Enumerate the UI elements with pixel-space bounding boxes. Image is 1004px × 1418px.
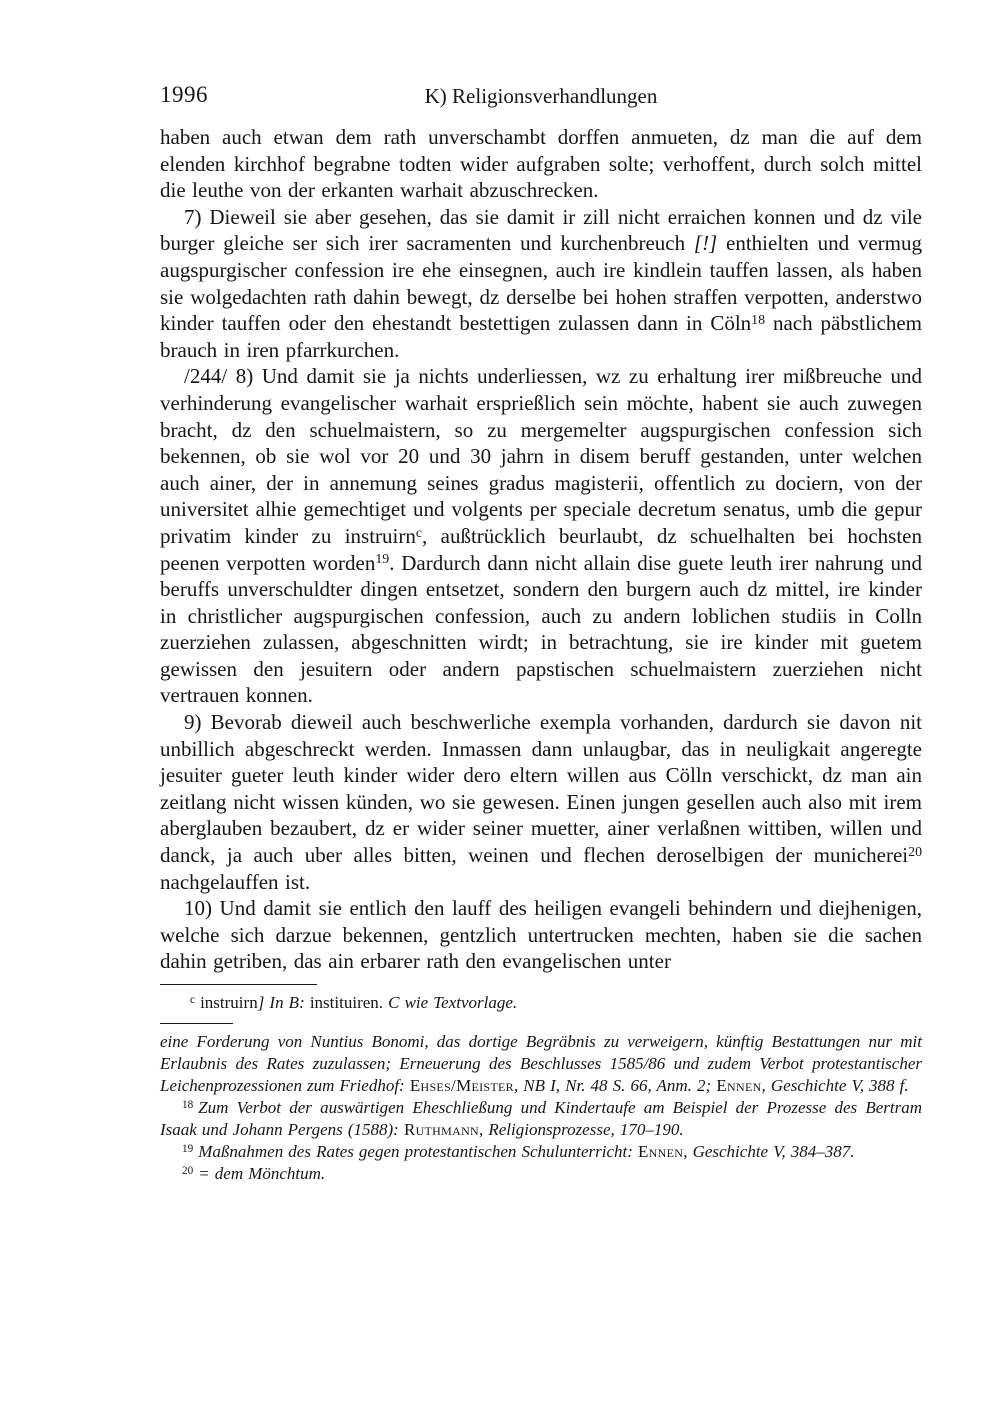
text-run: , außtrücklich beurlaubt, dz schuelhalten bei hochsten peenen verpotten worden <box>160 523 922 575</box>
text-run: 20 <box>182 1164 194 1177</box>
paragraph-10 <box>160 895 922 975</box>
text-run: enthielten und vermug augspurgischer confession ire ehe einsegnen, auch ire kindlein tauffen lassen, als haben sie wolgedachten rath dahin bewegt, dz derselbe bei hohen straffen verpotten, anderstwo kinder tauffen oder den ehestandt bestettigen zulassen dann in Cöln <box>160 231 922 336</box>
text-run: 19 <box>375 551 390 567</box>
body-text <box>160 124 922 975</box>
text-run: Ennen <box>716 1076 762 1095</box>
text-run: , Geschichte V, 384–387. <box>683 1142 855 1161</box>
text-run: Maßnahmen des Rates gegen protestantischen Schulunterricht: <box>198 1142 638 1161</box>
text-run: nachgelauffen ist. <box>160 869 311 894</box>
text-run: . Dardurch dann nicht allain dise guete leuth irer nahrung und beruffs unverschuldter dingen entsetzet, sondern den burgern auch dz mittel, ire kinder in christlicher augspurgischen confession, auch zu andern loblichen studiis in Colln zuerziehen zulassen, abgeschnitten wirdt; in betrachtung, sie ire kinder mit guetem gewissen den jesuitern oder andern papstischen schuelmaistern zuerziehen nicht vertrauen konnen. <box>160 550 922 708</box>
text-run: [!] <box>693 231 718 256</box>
text-run: 9) Bevorab dieweil auch beschwerliche exempla vorhanden, dardurch sie davon nit unbillich abgeschreckt werden. Inmassen dann unlaugbar, das in neuligkait angeregte jesuiter gueter leuth kinder wider dero eltern willen aus Cölln verschickt, dz man ain zeitlang nicht wissen künden, wo sie gewesen. Einen jungen gesellen auch also mit irem aberglauben bezaubert, dz er wider seiner muetter, ainer verlaßnen wittiben, willen und danck, ja auch uber alles bitten, weinen und flechen deroselbigen der municherei <box>160 710 922 868</box>
text-run: 10) Und damit sie entlich den lauff des heiligen evangeli behindern und diejhenigen, welche sich darzue bekennen, gentzlich untertrucken mechten, haben sie die sachen dahin getriben, das ain erbarer rath den evangelischen unter <box>160 896 922 974</box>
text-run: haben auch etwan dem rath unverschambt dorffen anmueten, dz man die auf dem elenden kirchhof begrabne todten wider aufgraben solte; verhoffent, durch solch mittel die leuthe von der erkanten warhait abzuschrecken. <box>160 125 922 203</box>
text-run: instruirn <box>194 993 258 1012</box>
text-run: ] In B: <box>257 993 305 1012</box>
text-block <box>160 82 922 1185</box>
footnote-area <box>160 984 922 1185</box>
footnote-19 <box>160 1141 922 1163</box>
footnote-separator-rule <box>160 1023 233 1024</box>
text-run: = dem Mönchtum. <box>198 1164 326 1183</box>
text-run: instituiren. <box>304 993 389 1012</box>
paragraph-8 <box>160 363 922 709</box>
text-run: Ehses/Meister <box>409 1076 514 1095</box>
text-run: c <box>415 524 423 540</box>
text-run: , Geschichte V, 388 f. <box>761 1076 909 1095</box>
text-run: 20 <box>908 843 922 859</box>
text-run: 7) Dieweil sie aber gesehen, das sie damit ir zill nicht erraichen konnen und dz vile burger gleiche ser sich irer sacramenten und kurchenbreuch <box>160 204 922 256</box>
footnote-continuation <box>160 1031 922 1097</box>
text-run: , NB I, Nr. 48 S. 66, Anm. 2; <box>513 1076 717 1095</box>
text-run: Zum Verbot der auswärtigen Eheschließung und Kindertaufe am Beispiel der Prozesse des Bertram Isaak und Johann Pergens (1588): <box>160 1098 922 1139</box>
apparatus-note-c <box>160 992 922 1014</box>
paragraph-7 <box>160 204 922 364</box>
paragraph-continuation <box>160 124 922 204</box>
text-run: c <box>190 993 195 1006</box>
running-head-title: K) Religionsverhandlungen <box>424 84 658 108</box>
text-run: 19 <box>182 1142 194 1155</box>
paragraph-9 <box>160 709 922 895</box>
text-run: /244/ 8) Und damit sie ja nichts underliessen, wz zu erhaltung irer mißbreuche und verhinderung evangelischer warhait ersprießlich sein möchte, habent sie auch zuwegen bracht, dz den schuelmaistern, so zu mergemelter augspurgischen confession sich bekennen, ob sie wol vor 20 und 30 jahrn in disem beruff gestanden, unter welchen auch ainer, der in annemung seines gradus magisterii, offentlich zu dociern, von der universitet alhie gemechtiget und volgents per speciale decretum senatus, umb die gepur privatim kinder zu instruirn <box>160 364 922 548</box>
footnotes <box>160 1031 922 1185</box>
footnote-18 <box>160 1097 922 1141</box>
text-run: , Religionsprozesse, 170–190. <box>479 1120 684 1139</box>
running-header <box>160 82 922 108</box>
footnote-20 <box>160 1163 922 1185</box>
text-run: 18 <box>182 1098 194 1111</box>
text-run: Ennen <box>638 1142 684 1161</box>
page-number: 1996 <box>160 82 208 107</box>
text-run: nach päbstlichem brauch in iren pfarrkurchen. <box>160 311 922 362</box>
text-run: C wie Textvorlage. <box>388 993 518 1012</box>
text-run: Ruthmann <box>403 1120 480 1139</box>
text-run: 18 <box>751 311 766 327</box>
text-run: eine Forderung von Nuntius Bonomi, das dortige Begräbnis zu verweigern, künftig Bestattungen nur mit Erlaubnis des Rates zuzulassen; Erneuerung des Beschlusses 1585/86 und zudem Verbot protestantischer Leichenprozessionen zum Friedhof: <box>160 1032 922 1095</box>
apparatus-separator-rule <box>160 984 317 985</box>
